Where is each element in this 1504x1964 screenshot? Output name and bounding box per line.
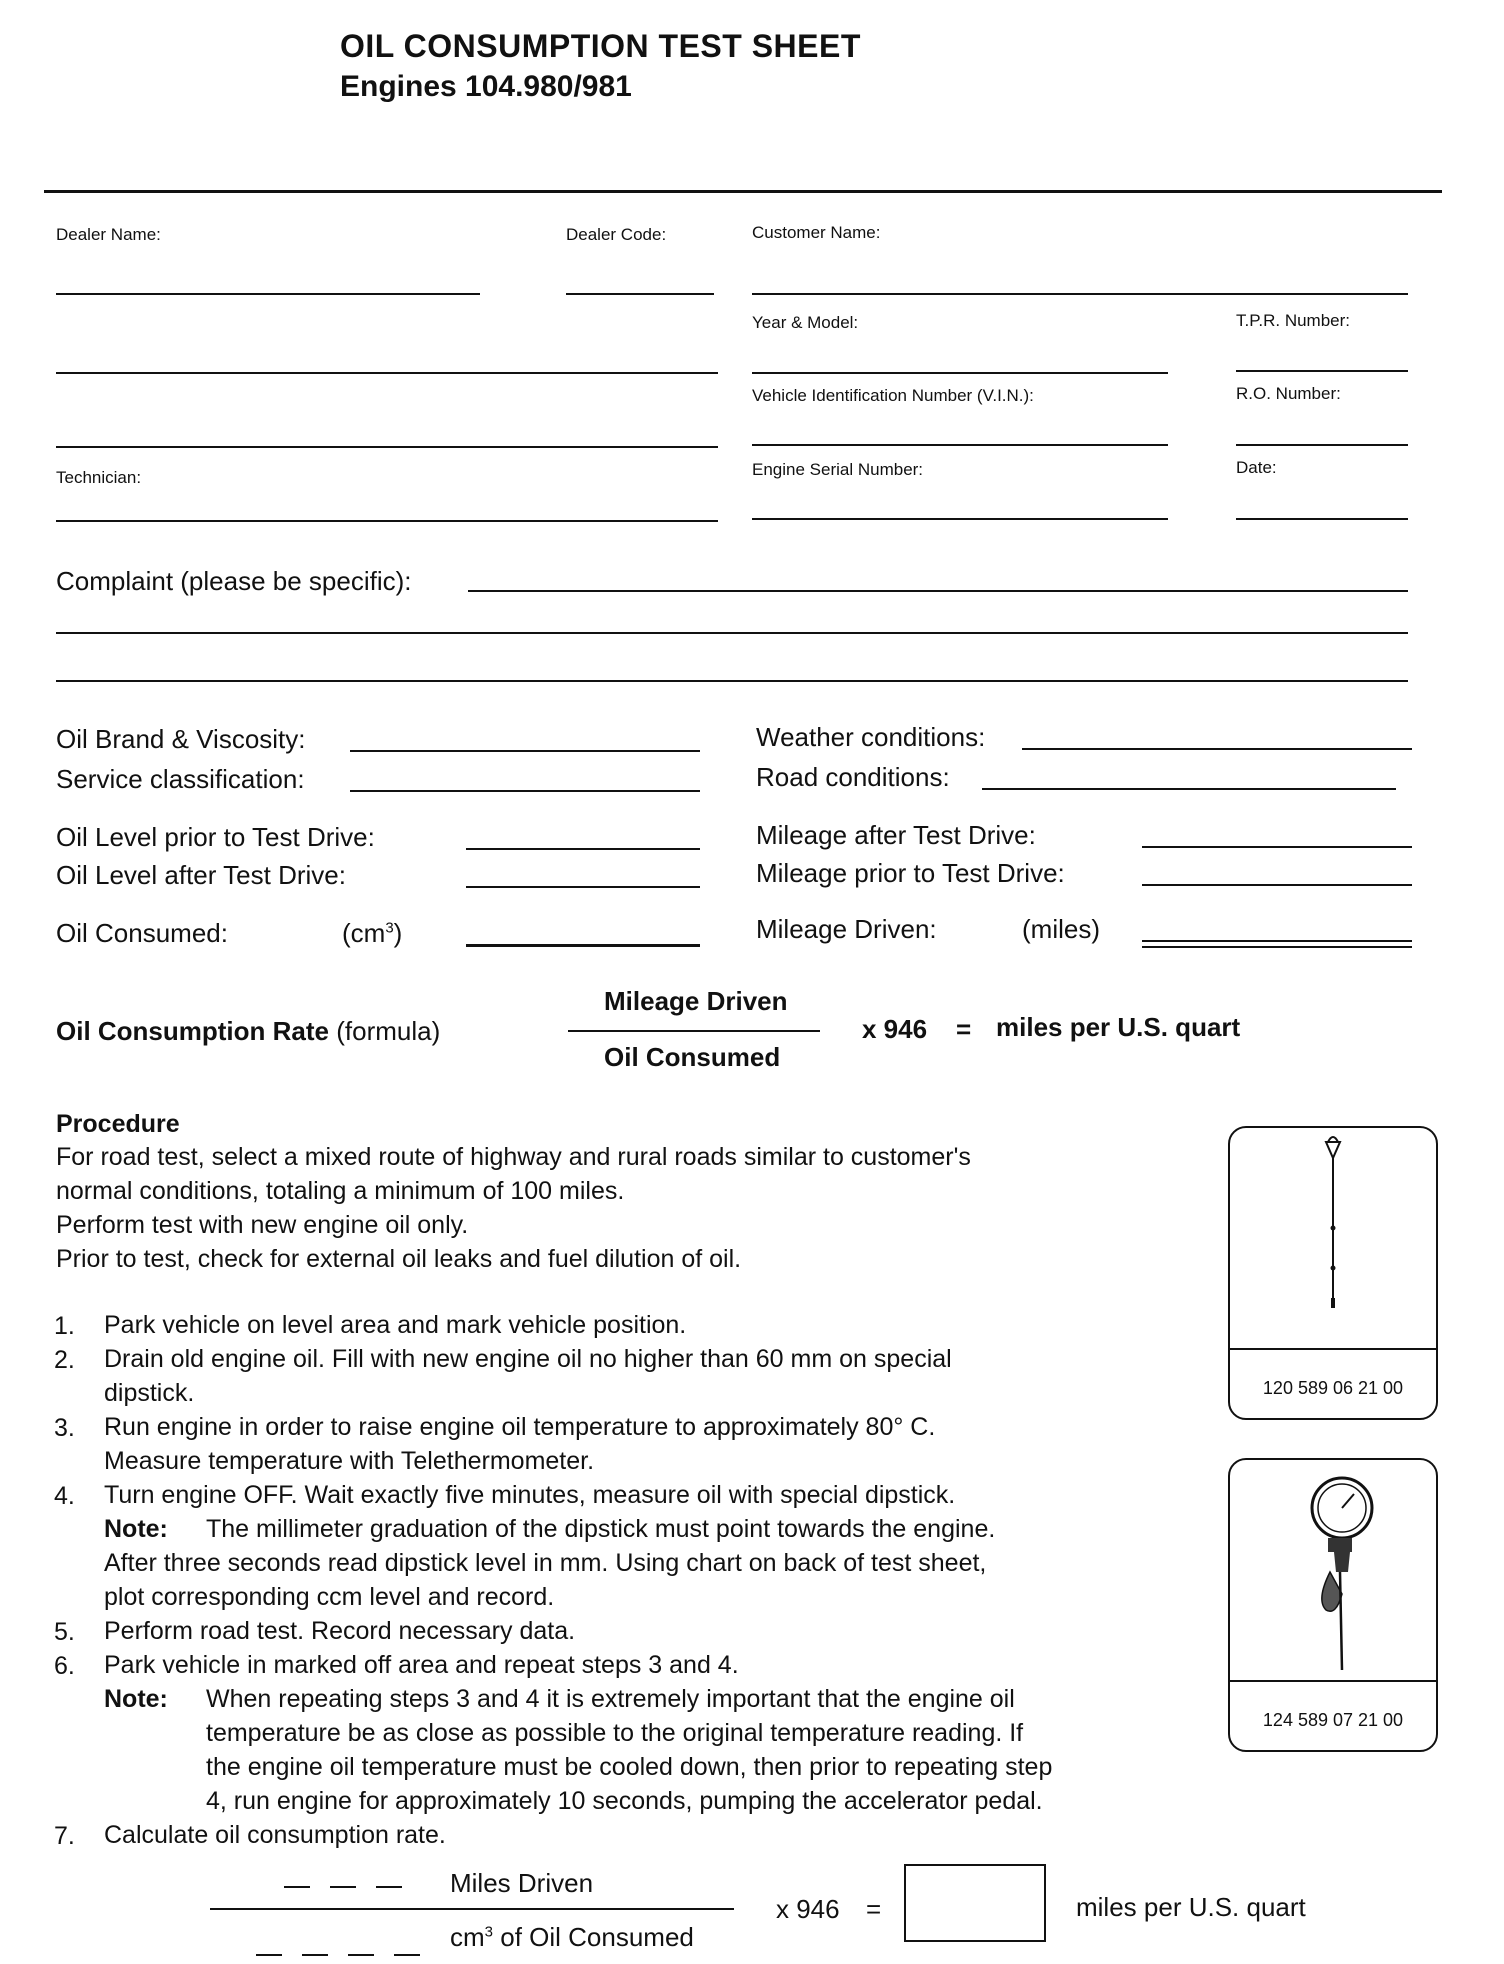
mileage-prior-label: Mileage prior to Test Drive: [756, 858, 1065, 888]
vin-label: Vehicle Identification Number (V.I.N.): [752, 386, 1034, 405]
step-4-text: Turn engine OFF. Wait exactly five minutes, measure oil with special dipstick. [104, 1481, 956, 1509]
step-5-text: Perform road test. Record necessary data. [104, 1617, 576, 1645]
step-4-number: 4. [54, 1482, 75, 1510]
mileage-driven-field[interactable] [1142, 940, 1412, 942]
oil-prior-label: Oil Level prior to Test Drive: [56, 822, 375, 852]
mileage-driven-unit: (miles) [1022, 914, 1100, 944]
formula-equals: = [956, 1014, 972, 1044]
dealer-code-label: Dealer Code: [566, 225, 667, 244]
procedure-intro-1: For road test, select a mixed route of highway and rural roads similar to customer's [56, 1143, 971, 1171]
calc-numerator-label: Miles Driven [450, 1868, 594, 1898]
step-6-note-text-1: When repeating steps 3 and 4 it is extremely important that the engine oil [206, 1685, 1015, 1713]
procedure-intro-2: normal conditions, totaling a minimum of 100 miles. [56, 1177, 625, 1205]
mileage-driven-field-underline [1142, 946, 1412, 948]
step-6-note-text-2: temperature be as close as possible to the original temperature reading. If [206, 1719, 1024, 1747]
dealer-name-field[interactable] [56, 293, 480, 295]
denominator-blank-1[interactable] [256, 1954, 282, 1956]
denominator-blank-4[interactable] [394, 1954, 420, 1956]
dealer-name-label: Dealer Name: [56, 225, 161, 244]
mileage-driven-label: Mileage Driven: [756, 914, 937, 944]
step-6-note-text-3: the engine oil temperature must be cooled down, then prior to repeating step [206, 1753, 1053, 1781]
step-6-note-label: Note: [104, 1685, 168, 1713]
ro-number-label: R.O. Number: [1236, 384, 1341, 403]
tool-box-telethermometer [1228, 1458, 1438, 1752]
step-2-text-2: dipstick. [104, 1379, 195, 1407]
customer-name-label: Customer Name: [752, 223, 881, 242]
numerator-blank-1[interactable] [284, 1886, 310, 1888]
calc-result: miles per U.S. quart [1076, 1892, 1306, 1922]
tool-part-number-2: 124 589 07 21 00 [1262, 1710, 1404, 1730]
technician-field[interactable] [56, 520, 718, 522]
step-3-text-1: Run engine in order to raise engine oil temperature to approximately 80° C. [104, 1413, 936, 1441]
weather-field[interactable] [1022, 748, 1412, 750]
oil-consumed-field[interactable] [466, 944, 700, 947]
formula-multiplier: x 946 [862, 1014, 928, 1044]
oil-after-field[interactable] [466, 886, 700, 888]
calc-multiplier: x 946 [776, 1894, 840, 1924]
step-2-text-1: Drain old engine oil. Fill with new engine oil no higher than 60 mm on special [104, 1345, 952, 1373]
mileage-prior-field[interactable] [1142, 884, 1412, 886]
vin-field[interactable] [752, 444, 1168, 446]
step-1-number: 1. [54, 1312, 75, 1340]
service-class-label: Service classification: [56, 764, 305, 794]
oil-brand-label: Oil Brand & Viscosity: [56, 724, 306, 754]
road-field[interactable] [982, 788, 1396, 790]
formula-numerator: Mileage Driven [604, 986, 788, 1016]
tool-box-dipstick [1228, 1126, 1438, 1420]
oil-consumed-label: Oil Consumed: [56, 918, 228, 948]
complaint-line-1[interactable] [468, 590, 1408, 592]
complaint-label: Complaint (please be specific): [56, 566, 412, 596]
step-4-note-text-1: The millimeter graduation of the dipstick must point towards the engine. [206, 1515, 996, 1543]
calc-fraction-bar [210, 1908, 734, 1910]
tool-part-number-1: 120 589 06 21 00 [1262, 1378, 1404, 1398]
step-3-text-2: Measure temperature with Telethermometer. [104, 1447, 595, 1475]
procedure-heading: Procedure [56, 1110, 180, 1138]
tpr-number-field[interactable] [1236, 370, 1408, 372]
telethermometer-icon [1230, 1460, 1436, 1680]
tool-box-telethermometer-divider [1230, 1680, 1436, 1682]
date-field[interactable] [1236, 518, 1408, 520]
dealer-address-line-2[interactable] [56, 446, 718, 448]
step-6-note-text-4: 4, run engine for approximately 10 seconds, pumping the accelerator pedal. [206, 1787, 1043, 1815]
complaint-line-3[interactable] [56, 680, 1408, 682]
year-model-label: Year & Model: [752, 313, 859, 332]
mileage-after-label: Mileage after Test Drive: [756, 820, 1036, 850]
step-6-number: 6. [54, 1652, 75, 1680]
calc-answer-box[interactable] [904, 1864, 1046, 1942]
service-class-field[interactable] [350, 790, 700, 792]
step-5-number: 5. [54, 1618, 75, 1646]
engine-serial-field[interactable] [752, 518, 1168, 520]
customer-name-field[interactable] [752, 293, 1408, 295]
tool-box-dipstick-divider [1230, 1348, 1436, 1350]
step-6-text: Park vehicle in marked off area and repeat steps 3 and 4. [104, 1651, 739, 1679]
step-1-text: Park vehicle on level area and mark vehicle position. [104, 1311, 687, 1339]
ro-number-field[interactable] [1236, 444, 1408, 446]
header-rule [44, 190, 1442, 193]
calc-equals: = [866, 1894, 882, 1924]
formula-result: miles per U.S. quart [996, 1012, 1241, 1042]
denominator-blank-2[interactable] [302, 1954, 328, 1956]
oil-consumed-unit: $(cm^3)$ [342, 918, 403, 948]
page-subtitle: Engines 104.980/981 [340, 70, 632, 103]
denominator-blank-3[interactable] [348, 1954, 374, 1956]
step-4-note-text-2: After three seconds read dipstick level in mm. Using chart on back of test sheet, [104, 1549, 987, 1577]
oil-after-label: Oil Level after Test Drive: [56, 860, 346, 890]
dealer-code-field[interactable] [566, 293, 714, 295]
numerator-blank-3[interactable] [376, 1886, 402, 1888]
step-4-note-label: Note: [104, 1515, 168, 1543]
dipstick-icon [1230, 1128, 1436, 1348]
step-2-number: 2. [54, 1346, 75, 1374]
calc-denominator-label: $cm^3$ of Oil Consumed [450, 1922, 694, 1952]
numerator-blank-2[interactable] [330, 1886, 356, 1888]
procedure-intro-3: Perform test with new engine oil only. [56, 1211, 469, 1239]
oil-brand-field[interactable] [350, 750, 700, 752]
formula-fraction-bar [568, 1030, 820, 1032]
page-title: OIL CONSUMPTION TEST SHEET [340, 28, 861, 64]
dealer-address-line-1[interactable] [56, 372, 718, 374]
weather-label: Weather conditions: [756, 722, 986, 752]
oil-prior-field[interactable] [466, 848, 700, 850]
formula-denominator: Oil Consumed [604, 1042, 781, 1072]
year-model-field[interactable] [752, 372, 1168, 374]
formula-label: Oil Consumption Rate (formula) [56, 1016, 441, 1046]
technician-label: Technician: [56, 468, 142, 487]
step-3-number: 3. [54, 1414, 75, 1442]
engine-serial-label: Engine Serial Number: [752, 460, 924, 479]
date-label: Date: [1236, 458, 1277, 477]
complaint-line-2[interactable] [56, 632, 1408, 634]
step-7-number: 7. [54, 1822, 75, 1850]
road-label: Road conditions: [756, 762, 950, 792]
step-4-note-text-3: plot corresponding ccm level and record. [104, 1583, 555, 1611]
procedure-intro-4: Prior to test, check for external oil leaks and fuel dilution of oil. [56, 1245, 742, 1273]
step-7-text: Calculate oil consumption rate. [104, 1821, 446, 1849]
mileage-after-field[interactable] [1142, 846, 1412, 848]
tpr-number-label: T.P.R. Number: [1236, 311, 1351, 330]
